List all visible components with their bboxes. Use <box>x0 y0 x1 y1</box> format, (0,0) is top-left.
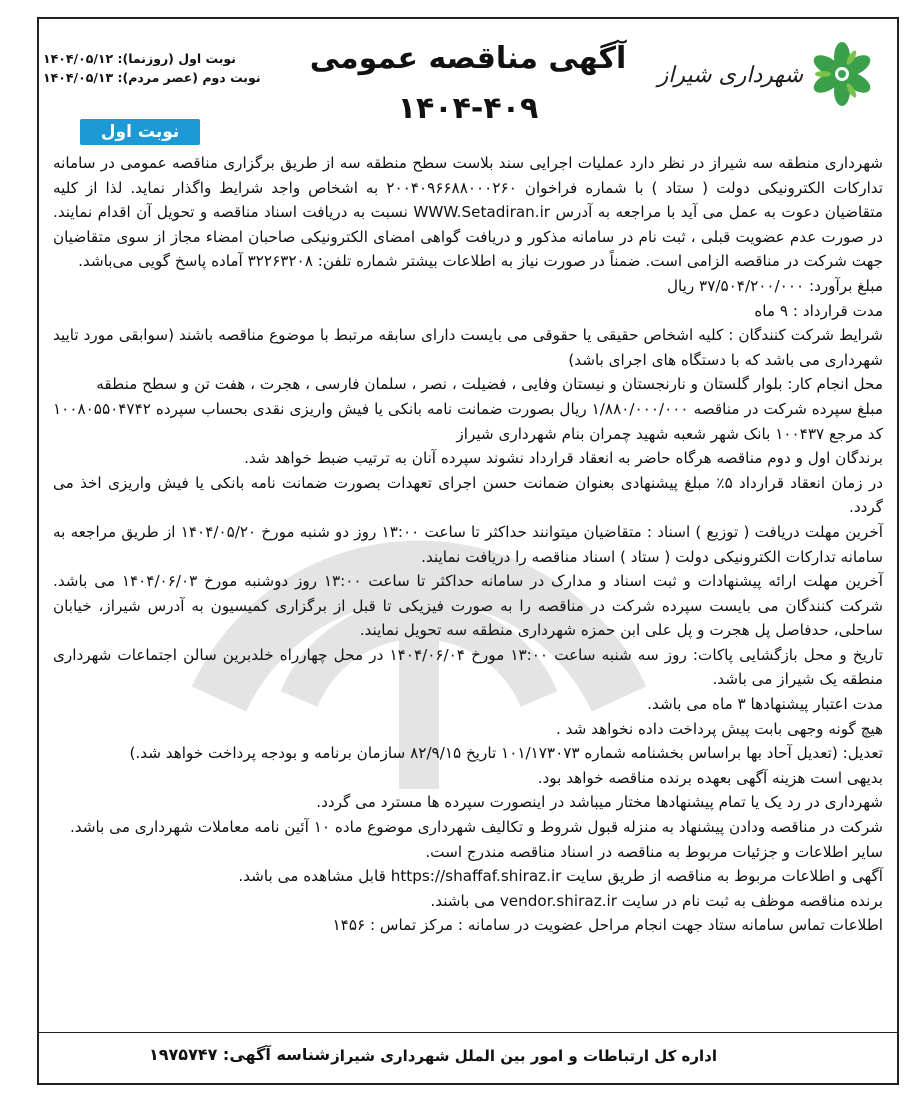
estimated-amount: مبلغ برآورد: ۳۷/۵۰۴/۲۰۰/۰۰۰ ریال <box>666 276 883 295</box>
price-adjustment: تعدیل: (تعدیل آحاد بها براساس بخشنامه شماره ۱۰۱/۱۷۳۰۷۳ تاریخ ۸۲/۹/۱۵ سازمان برنامه و بودجه پرداخت خواهد شد.) <box>129 744 883 763</box>
submission-deadline: آخرین مهلت ارائه پیشنهادات و ثبت اسناد و مدارک در سامانه حداکثر تا ساعت ۱۳:۰۰ روز دوشنبه مورخ ۱۴۰۴/۰۶/۰۳ می باشد. شرکت کنندگان می بایست سپرده شرکت در مناقصه را به صورت فیزیکی تا قبل از برگزاری کمیسیون به آدرس شیراز، خیابان ساحلی، حدفاصل پل هجرت و پل علی ابن حمزه شهرداری منطقه سه تحویل نمایند. <box>53 572 883 640</box>
acceptance-terms: شرکت در مناقصه ودادن پیشنهاد به منزله قبول شروط و تکالیف شهرداری موضوع ماده ۱۰ آئین نامه معاملات شهرداری می باشد. <box>69 818 883 837</box>
validity-period: مدت اعتبار پیشنهادها ۳ ماه می باشد. <box>647 695 883 714</box>
ad-cost: بدیهی است هزینه آگهی بعهده برنده مناقصه خواهد بود. <box>537 768 883 787</box>
notice-footer <box>39 1032 897 1083</box>
rejection-right: شهرداری در رد یک یا تمام پیشنهادها مختار میباشد در اینصورت سپرده ها مسترد می گردد. <box>316 793 883 812</box>
flower-logo-icon <box>807 39 877 109</box>
deposit-amount: مبلغ سپرده شرکت در مناقصه ۱/۸۸۰/۰۰۰/۰۰۰ ریال بصورت ضمانت نامه بانکی یا فیش واریزی نقدی بحساب سپرده ۱۰۰۸۰۵۵۰۴۷۴۲ کد مرجع ۱۰۰۴۳۷ بانک شهر شعبه شهید چمران بنام شهرداری شیراز <box>53 399 884 443</box>
first-publish-date: نوبت اول (روزنما): ۱۴۰۴/۰۵/۱۲ <box>43 51 236 66</box>
tender-notice <box>37 17 899 1085</box>
logo-text: شهرداری شیراز <box>657 63 803 88</box>
participant-conditions: شرایط شرکت کنندگان : کلیه اشخاص حقیقی یا حقوقی می بایست دارای سابقه مرتبط با موضوع مناقصه باشند (سوابقی مورد تایید شهرداری می باشد که با دستگاه های اجرای باشد) <box>53 326 883 369</box>
no-prepayment: هیچ گونه وجهی بابت پیش پرداخت داده نخواهد شد . <box>555 719 883 738</box>
notice-body <box>53 151 883 938</box>
notice-header <box>39 19 897 149</box>
tender-number: ۱۴۰۴-۴۰۹ <box>397 91 539 126</box>
opening-date: تاریخ و محل بازگشایی پاکات: روز سه شنبه ساعت ۱۳:۰۰ مورخ ۱۴۰۴/۰۶/۰۴ در محل چهارراه خلدبرین سالن اجتماعات شهرداری منطقه یک شیراز می باشد. <box>53 645 883 689</box>
contract-duration: مدت قرارداد : ۹ ماه <box>754 301 883 320</box>
second-publish-date: نوبت دوم (عصر مردم): ۱۴۰۴/۰۵/۱۳ <box>43 70 261 85</box>
municipality-logo <box>657 39 877 119</box>
intro-paragraph: شهرداری منطقه سه شیراز در نظر دارد عملیات اجرایی سند بلاست سطح منطقه سه از طریق برگزاری مناقصه عمومی در سامانه تدارکات الکترونیکی دولت ( ستاد ) با شماره فراخوان ۲۰۰۴۰۹۶۶۸۸۰۰۰۲۶۰ به اشخاص واجد شرایط واگذار نماید. لذا از کلیه متقاضیان دعوت به عمل می آید با مراجعه به آدرس WWW.Setadiran.ir نسبت به دریافت اسناد مناقصه و تحویل آن اقدام نمایند. در صورت عدم عضویت قبلی ، ثبت نام در سامانه مذکور و دریافت گواهی امضای الکترونیکی صاحبان امضاء مجاز از سوی متقاضیان جهت شرکت در مناقصه الزامی است. ضمناً در صورت نیاز به اطلاعات بیشتر شماره تلفن: ۳۲۲۶۳۲۰۸ آماده پاسخ گویی می‌باشد. <box>53 154 883 271</box>
notice-title: آگهی مناقصه عمومی <box>309 41 627 76</box>
contact-info: اطلاعات تماس سامانه ستاد جهت انجام مراحل عضویت در سامانه : مرکز تماس : ۱۴۵۶ <box>332 916 883 935</box>
performance-guarantee: در زمان انعقاد قرارداد ۵٪ مبلغ پیشنهادی بعنوان ضمانت حسن اجرای تعهدات بصورت ضمانت نامه بانکی یا فیش واریزی اخذ می گردد. <box>53 473 883 517</box>
publish-dates <box>43 49 261 87</box>
work-location: محل انجام کار: بلوار گلستان و نارنجستان و نیستان وفایی ، فضیلت ، نصر ، سلمان فارسی ، هجرت ، هفت تن و سطح منطقه <box>96 375 883 394</box>
first-round-badge: نوبت اول <box>80 119 200 145</box>
shaffaf-site: آگهی و اطلاعات مربوط به مناقصه از طریق سایت https://shaffaf.shiraz.ir قابل مشاهده می باشد. <box>238 867 883 886</box>
winners-forfeit: برندگان اول و دوم مناقصه هرگاه حاضر به انعقاد قرارداد نشوند سپرده آنان به ترتیب ضبط خواهد شد. <box>244 449 883 468</box>
issuing-office: اداره کل ارتباطات و امور بین الملل شهرداری شیراز <box>331 1047 717 1065</box>
vendor-site: برنده مناقصه موظف به ثبت نام در سایت vendor.shiraz.ir می باشند. <box>430 891 883 910</box>
document-deadline: آخرین مهلت دریافت ( توزیع ) اسناد : متقاضیان میتوانند حداکثر تا ساعت ۱۳:۰۰ روز دو شنبه مورخ ۱۴۰۴/۰۵/۲۰ از طریق مراجعه به سامانه تدارکات الکترونیکی دولت ( ستاد ) اسناد مناقصه را دریافت نمایند. <box>53 522 883 566</box>
ad-id: شناسه آگهی: ۱۹۷۵۷۴۷ <box>149 1045 331 1064</box>
other-info: سایر اطلاعات و جزئیات مربوط به مناقصه در اسناد مناقصه مندرج است. <box>425 842 883 861</box>
